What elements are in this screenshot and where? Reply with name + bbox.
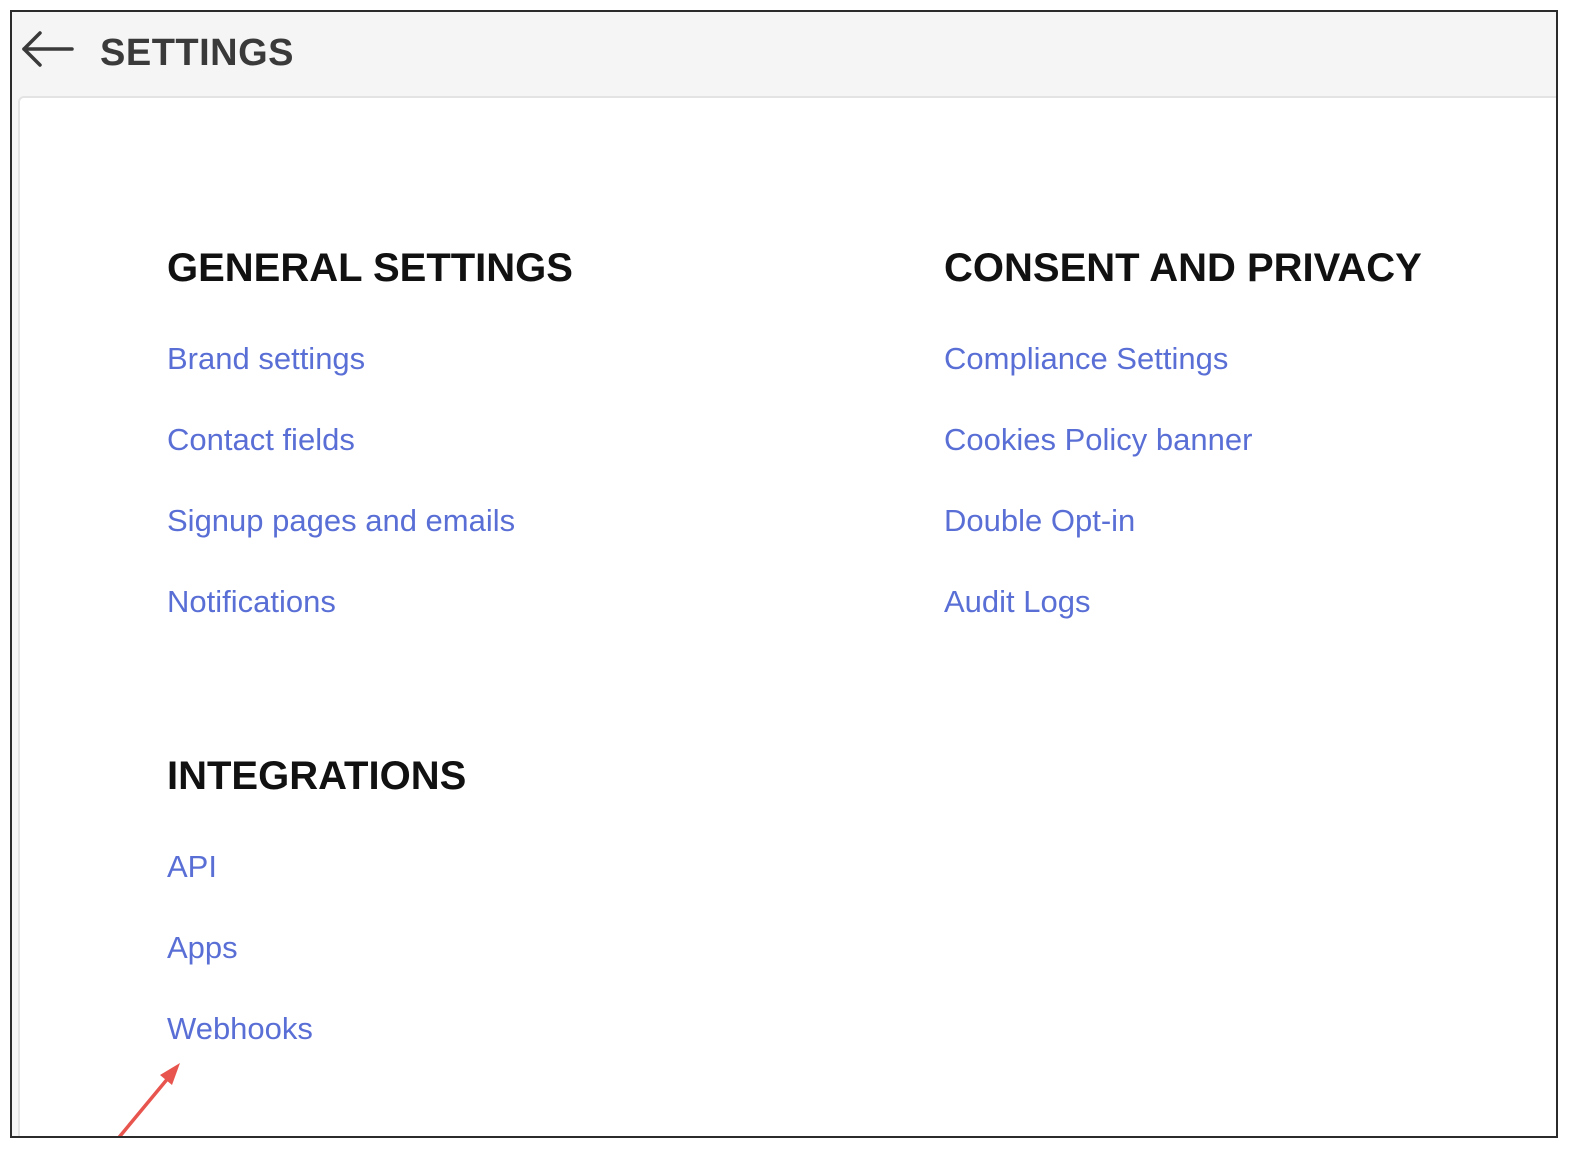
notifications-link[interactable]: Notifications [167, 584, 336, 619]
page-title: SETTINGS [100, 32, 295, 74]
section-heading-integrations: INTEGRATIONS [167, 754, 467, 798]
consent-privacy-links [944, 339, 1422, 663]
settings-header [12, 12, 1556, 96]
general-settings-section [167, 244, 573, 663]
integrations-section [167, 752, 466, 1090]
api-link[interactable]: API [167, 849, 217, 884]
list-item [167, 582, 573, 663]
general-settings-links [167, 339, 573, 663]
list-item [944, 420, 1422, 501]
list-item [944, 339, 1422, 420]
list-item [167, 501, 573, 582]
list-item [167, 1009, 466, 1090]
back-button[interactable] [20, 28, 76, 70]
compliance-settings-link[interactable]: Compliance Settings [944, 341, 1229, 376]
list-item [167, 420, 573, 501]
cookies-policy-banner-link[interactable]: Cookies Policy banner [944, 422, 1253, 457]
list-item [167, 339, 573, 420]
webhooks-link[interactable]: Webhooks [167, 1011, 313, 1046]
signup-pages-link[interactable]: Signup pages and emails [167, 503, 516, 538]
integrations-links [167, 847, 466, 1090]
list-item [167, 928, 466, 1009]
contact-fields-link[interactable]: Contact fields [167, 422, 355, 457]
section-heading-general: GENERAL SETTINGS [167, 246, 573, 290]
apps-link[interactable]: Apps [167, 930, 238, 965]
list-item [944, 501, 1422, 582]
double-opt-in-link[interactable]: Double Opt-in [944, 503, 1136, 538]
settings-window [10, 10, 1558, 1138]
arrow-left-icon [20, 28, 76, 70]
brand-settings-link[interactable]: Brand settings [167, 341, 366, 376]
settings-panel [18, 96, 1556, 1136]
consent-privacy-section [944, 244, 1422, 663]
section-heading-consent: CONSENT AND PRIVACY [944, 246, 1422, 290]
list-item [944, 582, 1422, 663]
audit-logs-link[interactable]: Audit Logs [944, 584, 1091, 619]
list-item [167, 847, 466, 928]
red-annotation-arrow-icon [90, 1053, 190, 1138]
